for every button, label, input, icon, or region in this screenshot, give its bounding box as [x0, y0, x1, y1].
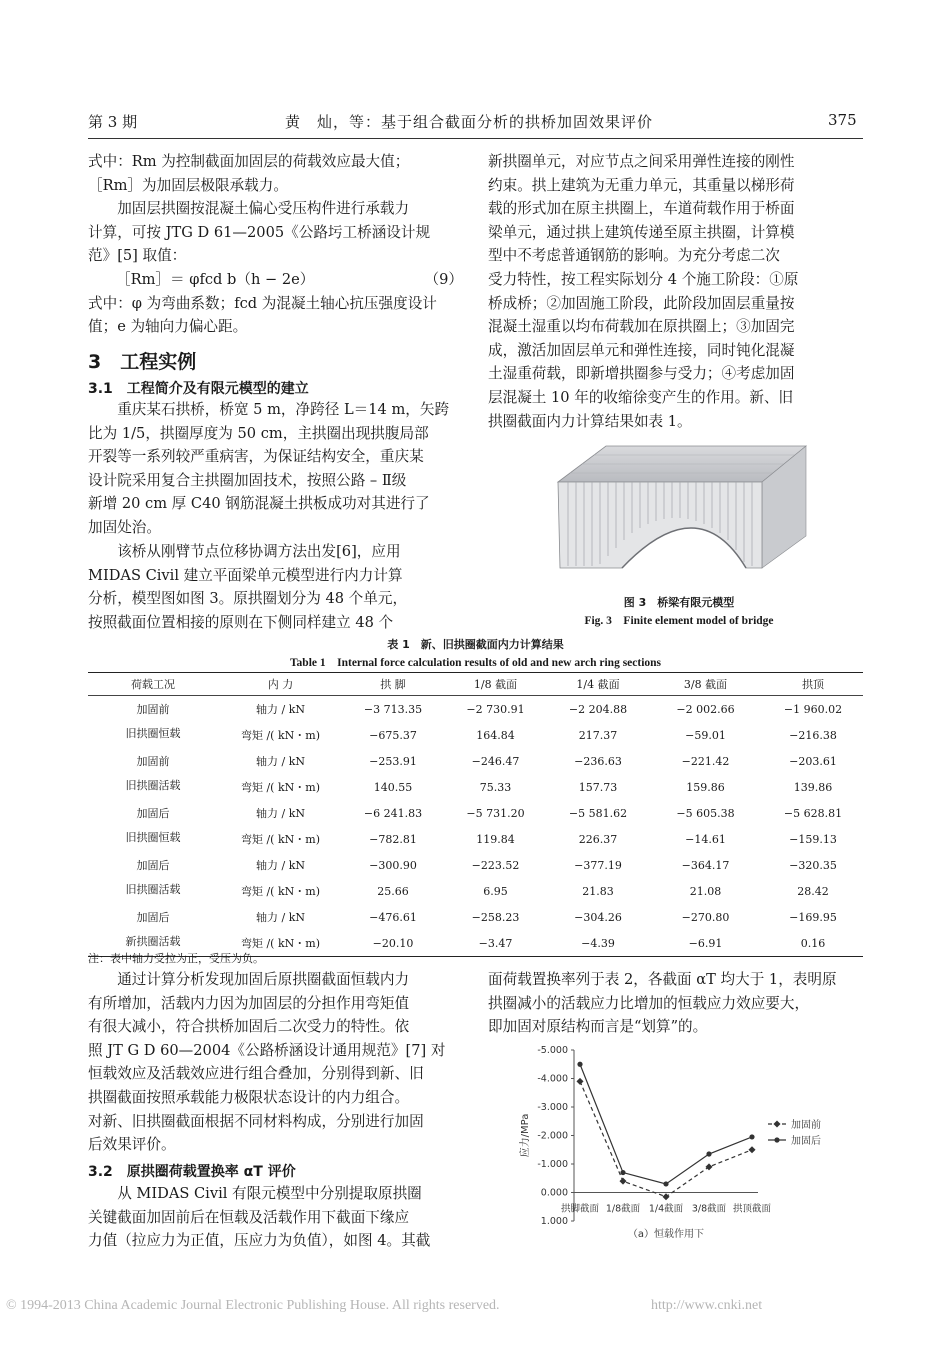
force-type-cell: 弯矩 /( kN・m): [240, 885, 320, 898]
value-cell: −5 605.38: [676, 806, 735, 820]
value-cell: −2 204.88: [568, 702, 628, 716]
value-cell: −4.39: [581, 936, 615, 950]
x-tick-label: 拱顶截面: [732, 1203, 772, 1215]
text-line: 加固层拱圈按混凝土偏心受压构件进行承载力: [117, 200, 410, 218]
text-line: 力值（拉应力为正值，压应力为负值），如图 4。其截: [88, 1232, 431, 1250]
data-point: [663, 1181, 668, 1186]
force-type-cell: 弯矩 /( kN・m): [240, 729, 320, 742]
series-line: [580, 1081, 752, 1196]
value-cell: −216.38: [789, 728, 837, 742]
value-cell: −782.81: [369, 832, 417, 846]
left-column-upper: [88, 150, 463, 339]
value-cell: −300.90: [369, 858, 417, 872]
issue-number: 第 3 期: [88, 113, 138, 131]
chart-caption: （a）恒载作用下: [627, 1229, 705, 1240]
data-point: [576, 1078, 583, 1085]
load-case-cell: [88, 800, 218, 852]
force-type-cell: 轴力 / kN: [256, 807, 305, 820]
value-cell: −1 960.02: [783, 702, 843, 716]
column-header: 荷载工况: [131, 678, 175, 691]
value-cell: −3 713.35: [363, 702, 423, 716]
value-cell: −320.35: [789, 858, 837, 872]
x-tick-label: 1/8截面: [605, 1203, 641, 1215]
value-cell: −6 241.83: [363, 806, 423, 820]
force-type-cell: 弯矩 /( kN・m): [240, 937, 320, 950]
value-cell: −270.80: [681, 910, 730, 924]
figure-3-caption-cn: 图 3 桥梁有限元模型: [623, 596, 735, 609]
table-row: [88, 904, 863, 930]
text-line: ［Rm］为加固层极限承载力。: [88, 176, 288, 194]
value-cell: 75.33: [479, 780, 512, 794]
data-point: [706, 1151, 711, 1156]
right-column-upper: [488, 150, 863, 433]
text-line: 梁单元，通过拱上建筑传递至原主拱圈，计算模: [488, 223, 795, 241]
value-cell: 6.95: [483, 884, 508, 898]
section-3-heading: 3 工程实例: [88, 351, 197, 373]
stress-line-chart: [510, 1040, 855, 1245]
load-case-cell: [88, 696, 218, 749]
load-case-label: 旧拱圈恒载: [125, 831, 181, 844]
text-line: 土湿重荷载，即新增拱圈参与受力；④考虑加固: [488, 365, 795, 383]
text-line: 该桥从刚臂节点位移协调方法出发[6]，应用: [117, 543, 401, 560]
legend-marker: [774, 1137, 779, 1142]
text-line: 值；e 为轴向力偏心距。: [88, 318, 248, 336]
text-line: 拱圈截面内力计算结果如表 1。: [488, 412, 692, 430]
value-cell: −377.19: [574, 858, 622, 872]
bridge-spandrel: [558, 482, 762, 568]
text-line: 受力特性，按工程实际划分 4 个施工阶段：①原: [488, 270, 799, 288]
table-row: [88, 800, 863, 826]
value-cell: 21.08: [689, 884, 722, 898]
legend-label: 加固前: [791, 1120, 821, 1131]
y-tick-label: -5.000: [537, 1045, 568, 1056]
value-cell: 139.86: [793, 780, 833, 794]
text-line: 层混凝土 10 年的收缩徐变产生的作用。新、旧: [488, 388, 794, 406]
text-line: 照 JT G D 60—2004《公路桥涵设计通用规范》[7] 对: [88, 1041, 446, 1059]
value-cell: −246.47: [471, 754, 520, 768]
paragraph-bridge-intro: [88, 398, 463, 540]
text-line: 重庆某石拱桥，桥宽 5 m，净跨径 L＝14 m，矢跨: [117, 401, 450, 418]
force-type-cell: 弯矩 /( kN・m): [240, 833, 320, 846]
table-1-title-en: Table 1 Internal force calculation results of old and new arch ring sections: [289, 657, 662, 669]
text-line: 恒载效应及活载效应进行组合叠加，分别得到新、旧: [88, 1065, 424, 1083]
value-cell: 217.37: [578, 728, 618, 742]
value-cell: −5 628.81: [783, 806, 843, 820]
y-tick-label: -1.000: [537, 1159, 568, 1170]
text-line: 型中不考虑普通钢筋的影响。为充分考虑二次: [488, 247, 780, 265]
text-line: 式中：φ 为弯曲系数；fcd 为混凝土轴心抗压强度设计: [88, 294, 437, 312]
load-case-cell: [88, 904, 218, 956]
value-cell: 159.86: [686, 780, 725, 794]
text-line: MIDAS Civil 建立平面梁单元模型进行内力计算: [88, 566, 403, 584]
value-cell: 140.55: [373, 780, 413, 794]
text-line: 通过计算分析发现加固后原拱圈截面恒载内力: [117, 971, 410, 988]
text-line: 拱圈截面按照承载能力极限状态设计的内力组合。: [88, 1088, 410, 1106]
value-cell: 164.84: [476, 728, 515, 742]
value-cell: −476.61: [369, 910, 417, 924]
text-line: 范》[5] 取值：: [88, 247, 187, 265]
force-type-cell: 轴力 / kN: [256, 911, 305, 924]
value-cell: −203.61: [789, 754, 837, 768]
force-type-cell: 轴力 / kN: [256, 859, 305, 872]
value-cell: −2 002.66: [676, 702, 735, 716]
value-cell: 21.83: [582, 884, 614, 898]
load-case-cell: [88, 852, 218, 904]
value-cell: 226.37: [578, 832, 618, 846]
equation-number: （9）: [424, 270, 463, 288]
value-cell: 25.66: [377, 884, 409, 898]
x-tick-label: 拱脚截面: [560, 1203, 600, 1215]
value-cell: −20.10: [372, 936, 414, 950]
header-rule: [88, 138, 863, 139]
text-line: 后效果评价。: [88, 1136, 176, 1154]
paragraph-analysis: [88, 968, 463, 1157]
force-type-cell: 弯矩 /( kN・m): [240, 781, 320, 794]
y-tick-label: 1.000: [540, 1216, 568, 1227]
value-cell: −59.01: [685, 728, 726, 742]
equation-body: ［Rm］＝ φfcd b（h − 2e）: [116, 270, 315, 288]
data-point: [619, 1178, 626, 1185]
value-cell: −14.61: [685, 832, 726, 846]
value-cell: −6.91: [688, 936, 723, 950]
load-case-cell: [88, 748, 218, 800]
section-3-2-heading: 3.2 原拱圈荷载置换率 αT 评价: [88, 1164, 296, 1180]
x-tick-label: 3/8截面: [691, 1203, 727, 1215]
copyright-footer: © 1994-2013 China Academic Journal Electronic Publishing House. All rights reserved.: [6, 1298, 500, 1313]
y-tick-label: -4.000: [537, 1073, 568, 1085]
value-cell: 0.16: [800, 936, 826, 950]
text-line: 式中：Rm 为控制截面加固层的荷载效应最大值；: [88, 153, 410, 170]
y-tick-label: -2.000: [537, 1130, 568, 1142]
y-axis-label: 应力/MPa: [520, 1113, 531, 1158]
value-cell: −169.95: [789, 910, 837, 924]
text-line: 对新、旧拱圈截面根据不同材料构成，分别进行加固: [88, 1112, 424, 1130]
value-cell: −5 731.20: [466, 806, 525, 820]
x-tick-label: 1/4截面: [648, 1203, 684, 1215]
figure-3-caption-en: Fig. 3 Finite element model of bridge: [584, 615, 774, 627]
load-case-label: 加固前: [136, 755, 170, 768]
load-case-label: 加固后: [136, 859, 170, 872]
column-header: 拱顶: [802, 678, 824, 691]
column-header: 1/8 截面: [473, 678, 518, 691]
column-header: 内 力: [267, 678, 294, 691]
text-line: 比为 1/5，拱圈厚度为 50 cm，主拱圈出现拱腹局部: [88, 424, 429, 442]
table-row: [88, 748, 863, 774]
data-point: [620, 1170, 625, 1175]
y-tick-label: -3.000: [537, 1102, 568, 1113]
text-line: 有所增加，活载内力因为加固层的分担作用弯矩值: [88, 994, 410, 1012]
text-line: 从 MIDAS Civil 有限元模型中分别提取原拱圈: [117, 1185, 422, 1202]
table-1-note: 注：表中轴力受拉为正，受压为负。: [88, 952, 264, 965]
value-cell: −253.91: [369, 754, 417, 768]
data-point: [577, 1062, 582, 1067]
y-tick-label: 0.000: [540, 1187, 568, 1199]
cnki-url[interactable]: http://www.cnki.net: [651, 1298, 763, 1313]
series-line: [580, 1064, 752, 1184]
data-point: [705, 1163, 712, 1170]
paragraph-replacement-rate: [488, 968, 863, 1039]
value-cell: −304.26: [574, 910, 622, 924]
legend-marker: [773, 1120, 780, 1127]
text-line: 有很大减小，符合拱桥加固后二次受力的特性。依: [88, 1018, 410, 1036]
page-number: 375: [828, 111, 857, 129]
text-line: 即加固对原结构而言是“划算”的。: [488, 1018, 708, 1036]
column-header: 1/4 截面: [576, 678, 620, 691]
value-cell: −3.47: [478, 936, 513, 950]
legend-label: 加固后: [791, 1136, 821, 1147]
column-header: 3/8 截面: [683, 678, 728, 691]
value-cell: −236.63: [574, 754, 622, 768]
load-case-label: 旧拱圈活载: [125, 779, 181, 792]
text-line: 混凝土湿重以均布荷载加在原拱圈上；③加固完: [488, 318, 795, 336]
table-1-title-cn: 表 1 新、旧拱圈截面内力计算结果: [387, 638, 564, 651]
data-point: [748, 1146, 755, 1153]
text-line: 按照截面位置相接的原则在下侧同样建立 48 个: [88, 613, 394, 631]
text-line: 桥成桥；②加固施工阶段，此阶段加固层重量按: [488, 294, 795, 312]
load-case-label: 加固前: [136, 703, 170, 716]
load-case-label: 加固后: [136, 911, 170, 924]
value-cell: 28.42: [797, 884, 829, 898]
table-row: [88, 696, 863, 723]
value-cell: 119.84: [476, 832, 515, 846]
value-cell: 157.73: [578, 780, 618, 794]
data-point: [662, 1193, 669, 1200]
text-line: 计算，可按 JTG D 61—2005《公路圬工桥涵设计规: [88, 223, 431, 241]
force-type-cell: 轴力 / kN: [256, 703, 305, 716]
load-case-label: 旧拱圈活载: [125, 883, 181, 896]
paragraph-stress: [88, 1182, 463, 1253]
text-line: 开裂等一系列较严重病害，为保证结构安全，重庆某: [88, 448, 424, 466]
value-cell: −2 730.91: [466, 702, 525, 716]
table-row: [88, 852, 863, 878]
column-header: 拱 脚: [380, 678, 406, 691]
text-line: 面荷载置换率列于表 2，各截面 αT 均大于 1，表明原: [488, 971, 837, 988]
section-3-1-heading: 3.1 工程简介及有限元模型的建立: [88, 381, 309, 397]
bridge-model-figure: [548, 440, 810, 590]
paragraph-model: [88, 540, 463, 634]
value-cell: −675.37: [369, 728, 417, 742]
text-line: 载的形式加在原主拱圈上，车道荷载作用于桥面: [488, 200, 795, 218]
running-title: 黄 灿，等：基于组合截面分析的拱桥加固效果评价: [285, 113, 654, 131]
text-line: 拱圈减小的活载应力比增加的恒载应力效应要大，: [488, 994, 810, 1012]
text-line: 新拱圈单元，对应节点之间采用弹性连接的刚性: [488, 153, 795, 170]
load-case-label: 加固后: [136, 807, 170, 820]
load-case-label: 新拱圈活载: [125, 935, 181, 948]
data-point: [749, 1134, 754, 1139]
value-cell: −221.42: [681, 754, 730, 768]
text-line: 加固处治。: [88, 518, 161, 536]
load-case-label: 旧拱圈恒载: [125, 727, 181, 740]
equation-9: [88, 268, 463, 292]
value-cell: −5 581.62: [568, 806, 628, 820]
text-line: 约束。拱上建筑为无重力单元，其重量以梯形荷: [488, 176, 795, 194]
value-cell: −223.52: [471, 858, 520, 872]
text-line: 新增 20 cm 厚 C40 钢筋混凝土拱板成功对其进行了: [88, 495, 430, 513]
text-line: 分析，模型图如图 3。原拱圈划分为 48 个单元，: [88, 590, 408, 608]
text-line: 关键截面加固前后在恒载及活载作用下截面下缘应: [88, 1208, 410, 1226]
force-type-cell: 轴力 / kN: [256, 755, 305, 768]
table-1: [88, 672, 863, 957]
table-header-row: [88, 673, 863, 696]
text-line: 成，激活加固层单元和弹性连接，同时钝化混凝: [488, 341, 795, 359]
value-cell: −159.13: [789, 832, 837, 846]
text-line: 设计院采用复合主拱圈加固技术，按照公路 – Ⅱ级: [88, 471, 407, 489]
value-cell: −258.23: [471, 910, 520, 924]
value-cell: −364.17: [681, 858, 730, 872]
